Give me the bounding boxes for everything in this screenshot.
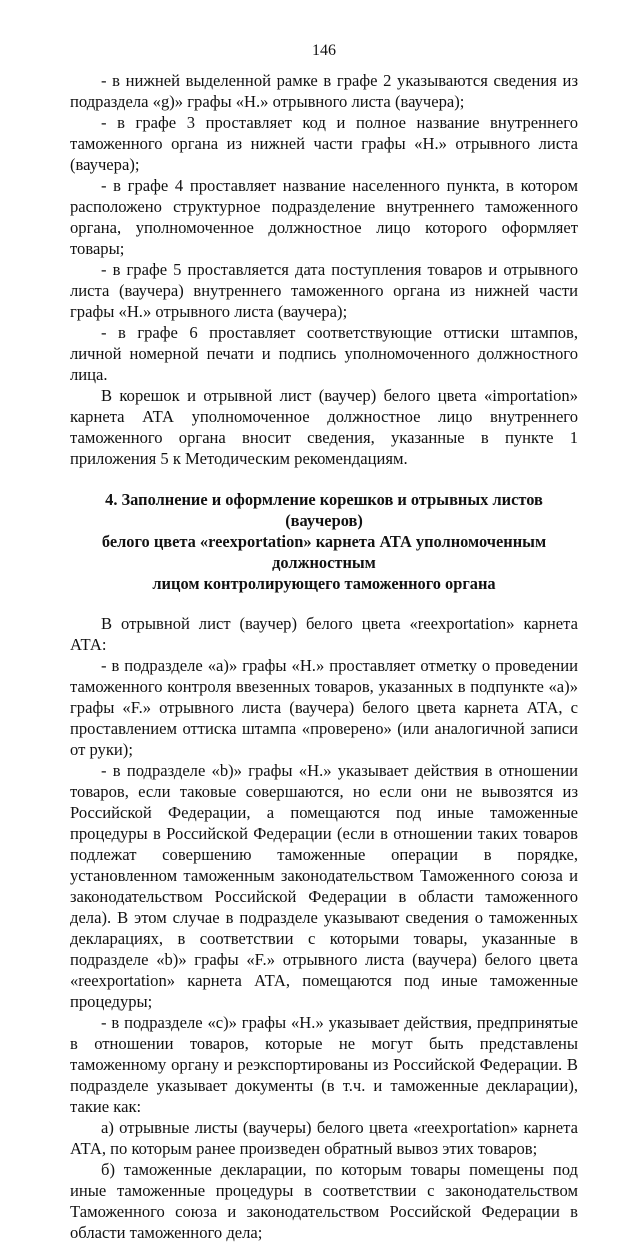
- paragraph: а) отрывные листы (ваучеры) белого цвета «reexportation» карнета АТА, по которым ранее произведен обратный вывоз этих товаров;: [70, 1118, 578, 1158]
- section-heading: [70, 489, 578, 594]
- section-heading-line: белого цвета «reexportation» карнета АТА уполномоченным должностным: [101, 532, 547, 572]
- paragraph: - в графе 3 проставляет код и полное название внутреннего таможенного органа из нижней части графы «H.» отрывного листа (ваучера);: [70, 113, 578, 174]
- paragraph: В корешок и отрывной лист (ваучер) белого цвета «importation» карнета АТА уполномоченное должностное лицо внутреннего таможенного органа вносит сведения, указанные в пункте 1 приложения 5 к Методическим рекомендациям.: [70, 386, 578, 468]
- paragraph: - в графе 6 проставляет соответствующие оттиски штампов, личной номерной печати и подпись уполномоченного должностного лица.: [70, 323, 578, 384]
- paragraph: - в нижней выделенной рамке в графе 2 указываются сведения из подраздела «g)» графы «H.» отрывного листа (ваучера);: [70, 71, 578, 111]
- page-number: 146: [312, 42, 336, 59]
- paragraph: - в подразделе «b)» графы «H.» указывает действия в отношении товаров, если таковые совершаются, но если они не вывозятся из Российской Федерации, а помещаются под иные таможенные процедуры в Российской Федерации (если в отношении таких товаров подлежат совершению таможенные операции в порядке, установленном таможенным законодательством Таможенного союза и законодательством Российской Федерации в области таможенного дела). В этом случае в подразделе указывают сведения о таможенных декларациях, в соответствии с которыми товары, указанные в подразделе «b)» графы «F.» отрывного листа (ваучера) белого цвета «reexportation» карнета АТА, помещаются под иные таможенные процедуры;: [70, 761, 578, 1011]
- paragraph: - в графе 5 проставляется дата поступления товаров и отрывного листа (ваучера) внутреннего таможенного органа из нижней части графы «H.» отрывного листа (ваучера);: [70, 260, 578, 321]
- paragraph: - в подразделе «c)» графы «H.» указывает действия, предпринятые в отношении товаров, которые не могут быть представлены таможенному органу и реэкспортированы из Российской Федерации. В подразделе указывает документы (в т.ч. и таможенные декларации), такие как:: [70, 1013, 578, 1116]
- section-heading-line: лицом контролирующего таможенного органа: [152, 574, 496, 593]
- paragraph: б) таможенные декларации, по которым товары помещены под иные таможенные процедуры в соответствии с законодательством Таможенного союза и законодательством Российской Федерации в области таможенного дела;: [70, 1160, 578, 1242]
- section-heading-line: 4. Заполнение и оформление корешков и отрывных листов (ваучеров): [105, 490, 543, 530]
- paragraph: - в подразделе «a)» графы «H.» проставляет отметку о проведении таможенного контроля ввезенных товаров, указанных в подпункте «a)» графы «F.» отрывного листа (ваучера) белого цвета карнета АТА, с проставлением оттиска штампа «проверено» (или аналогичной записи от руки);: [70, 656, 578, 759]
- paragraph: - в графе 4 проставляет название населенного пункта, в котором расположено структурное подразделение внутреннего таможенного органа, уполномоченное должностное лицо которого оформляет товары;: [70, 176, 578, 258]
- document-body: [70, 70, 578, 1243]
- paragraph: В отрывной лист (ваучер) белого цвета «reexportation» карнета АТА:: [70, 614, 578, 654]
